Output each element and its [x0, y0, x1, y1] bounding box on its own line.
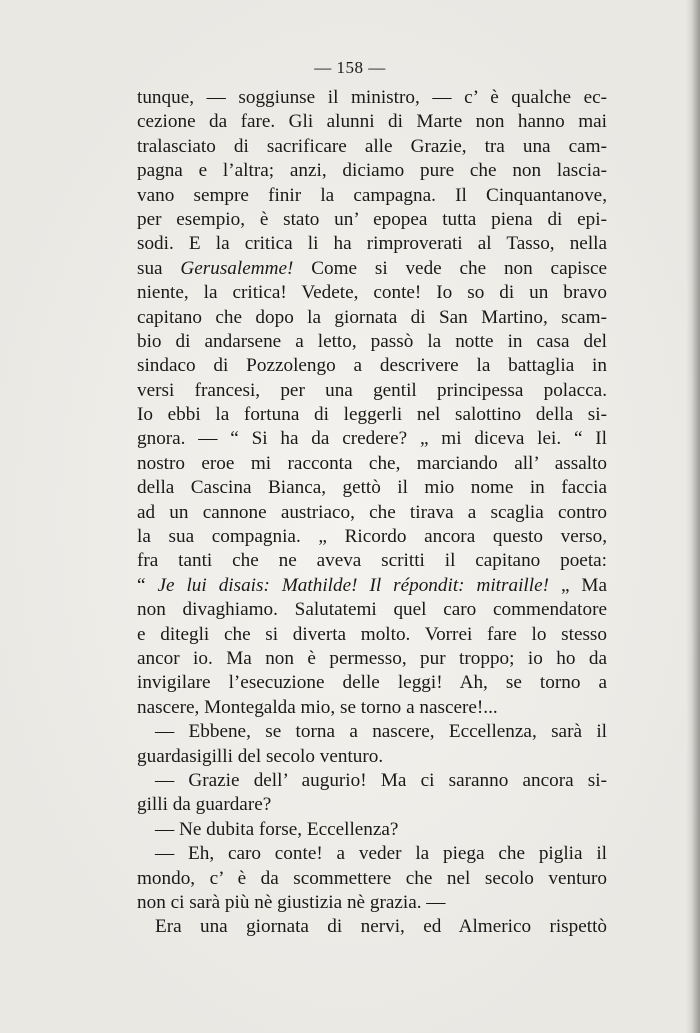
text-segment: sua [137, 257, 181, 279]
text-line: sodi. E la critica li ha rimproverati al Tasso, nella [137, 233, 607, 255]
text-line: — Eh, caro conte! a veder la piega che piglia il [155, 843, 607, 865]
text-line: invigilare l’esecuzione delle leggi! Ah, se torno a [137, 672, 607, 694]
text-line: della Cascina Bianca, gettò il mio nome in faccia [137, 477, 607, 499]
text-line: — Ne dubita forse, Eccellenza? [155, 818, 399, 840]
text-line: versi francesi, per una gentil principessa polacca. [137, 379, 607, 401]
text-line: Io ebbi la fortuna di leggerli nel salottino della si- [137, 404, 607, 426]
text-line: per esempio, è stato un’ epopea tutta piena di epi- [137, 208, 607, 230]
text-line: sindaco di Pozzolengo a descrivere la battaglia in [137, 355, 607, 377]
text-line: la sua compagnia. „ Ricordo ancora questo verso, [137, 526, 607, 548]
text-line: tunque, — soggiunse il ministro, — c’ è qualche ec- [137, 87, 607, 108]
text-segment: „ Ma [548, 574, 607, 596]
body-text [137, 86, 607, 940]
text-line: nostro eroe mi racconta che, marciando all’ assalto [137, 452, 607, 474]
text-line: fra tanti che ne aveva scritti il capitano poeta: [137, 550, 607, 572]
text-line: ancor io. Ma non è permesso, pur troppo; io ho da [137, 647, 607, 669]
text-line: bio di andarsene a letto, passò la notte in casa del [137, 330, 607, 352]
text-line: non divaghiamo. Salutatemi quel caro commendatore [137, 599, 607, 621]
text-line: — Ebbene, se torna a nascere, Eccellenza, sarà il [155, 721, 607, 743]
text-line: — Grazie dell’ augurio! Ma ci saranno ancora si- [155, 769, 607, 791]
text-line: nascere, Montegalda mio, se torno a nascere!... [137, 696, 498, 718]
text-line: gilli da guardare? [137, 794, 272, 816]
text-segment: “ [137, 574, 158, 596]
text-line: e ditegli che si diverta molto. Vorrei fare lo stesso [137, 623, 607, 645]
text-line: mondo, c’ è da scommettere che nel secolo venturo [137, 867, 607, 889]
text-line [137, 257, 607, 281]
text-line: gnora. — “ Si ha da credere? „ mi diceva lei. “ Il [137, 428, 607, 450]
text-line: Era una giornata di nervi, ed Almerico rispettò [155, 916, 607, 938]
text-line: cezione da fare. Gli alunni di Marte non hanno mai [137, 111, 607, 133]
text-line: tralasciato di sacrificare alle Grazie, tra una cam- [137, 135, 607, 157]
text-line: pagna e l’altra; anzi, diciamo pure che non lascia- [137, 160, 607, 182]
text-line: guardasigilli del secolo venturo. [137, 745, 384, 767]
text-segment: Come si vede che non capisce [293, 257, 607, 279]
text-line: capitano che dopo la giornata di San Martino, scam- [137, 306, 607, 328]
page-number: — 158 — [314, 58, 386, 77]
text-line: vano sempre finir la campagna. Il Cinquantanove, [137, 184, 607, 206]
page-edge-shadow [686, 0, 700, 1033]
italic-text: Gerusalemme! [180, 257, 294, 279]
text-line [137, 574, 607, 598]
italic-text: Je lui disais: Mathilde! Il répondit: mitraille! [157, 574, 549, 596]
text-line: ad un cannone austriaco, che tirava a scaglia contro [137, 501, 607, 523]
text-line: niente, la critica! Vedete, conte! Io so di un bravo [137, 282, 607, 304]
text-line: non ci sarà più nè giustizia nè grazia. — [137, 891, 446, 913]
